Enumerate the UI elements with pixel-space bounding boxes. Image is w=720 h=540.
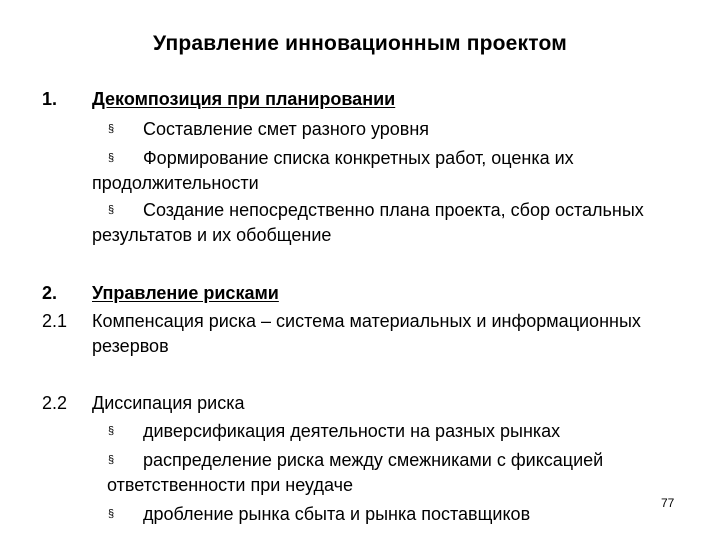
section-1-bullet-1: Составление смет разного уровня bbox=[143, 119, 430, 139]
subsection-2-2-bullet-2-line-2: ответственности при неудаче bbox=[107, 475, 353, 495]
subsection-2-2-bullet-1: диверсификация деятельности на разных рынках bbox=[143, 421, 561, 441]
bullet-icon: § bbox=[108, 123, 115, 135]
subsection-2-1-number: 2.1 bbox=[42, 311, 68, 331]
bullet-icon: § bbox=[108, 204, 115, 216]
subsection-2-2-heading: Диссипация риска bbox=[92, 393, 245, 413]
section-1-heading: Декомпозиция при планировании bbox=[92, 89, 396, 109]
section-2-heading: Управление рисками bbox=[92, 283, 279, 303]
subsection-2-1-line-1: Компенсация риска – система материальных и информационных bbox=[92, 311, 641, 331]
subsection-2-2-bullet-2-line-1: распределение риска между смежниками с фиксацией bbox=[143, 450, 604, 470]
section-1-bullet-3-line-1: Создание непосредственно плана проекта, сбор остальных bbox=[143, 200, 644, 220]
subsection-2-2-bullet-3: дробление рынка сбыта и рынка поставщиков bbox=[143, 504, 531, 524]
section-1-bullet-2-line-2: продолжительности bbox=[92, 173, 259, 193]
section-1-number: 1. bbox=[42, 89, 58, 109]
section-2-number: 2. bbox=[42, 283, 58, 303]
section-1-bullet-3-line-2: результатов и их обобщение bbox=[92, 225, 332, 245]
slide-title: Управление инновационным проектом bbox=[153, 32, 567, 55]
subsection-2-2-number: 2.2 bbox=[42, 393, 68, 413]
section-1-bullet-2-line-1: Формирование списка конкретных работ, оценка их bbox=[143, 148, 574, 168]
subsection-2-1-line-2: резервов bbox=[92, 336, 169, 356]
bullet-icon: § bbox=[108, 454, 115, 466]
bullet-icon: § bbox=[108, 152, 115, 164]
page-number: 77 bbox=[661, 496, 675, 510]
bullet-icon: § bbox=[108, 425, 115, 437]
bullet-icon: § bbox=[108, 508, 115, 520]
